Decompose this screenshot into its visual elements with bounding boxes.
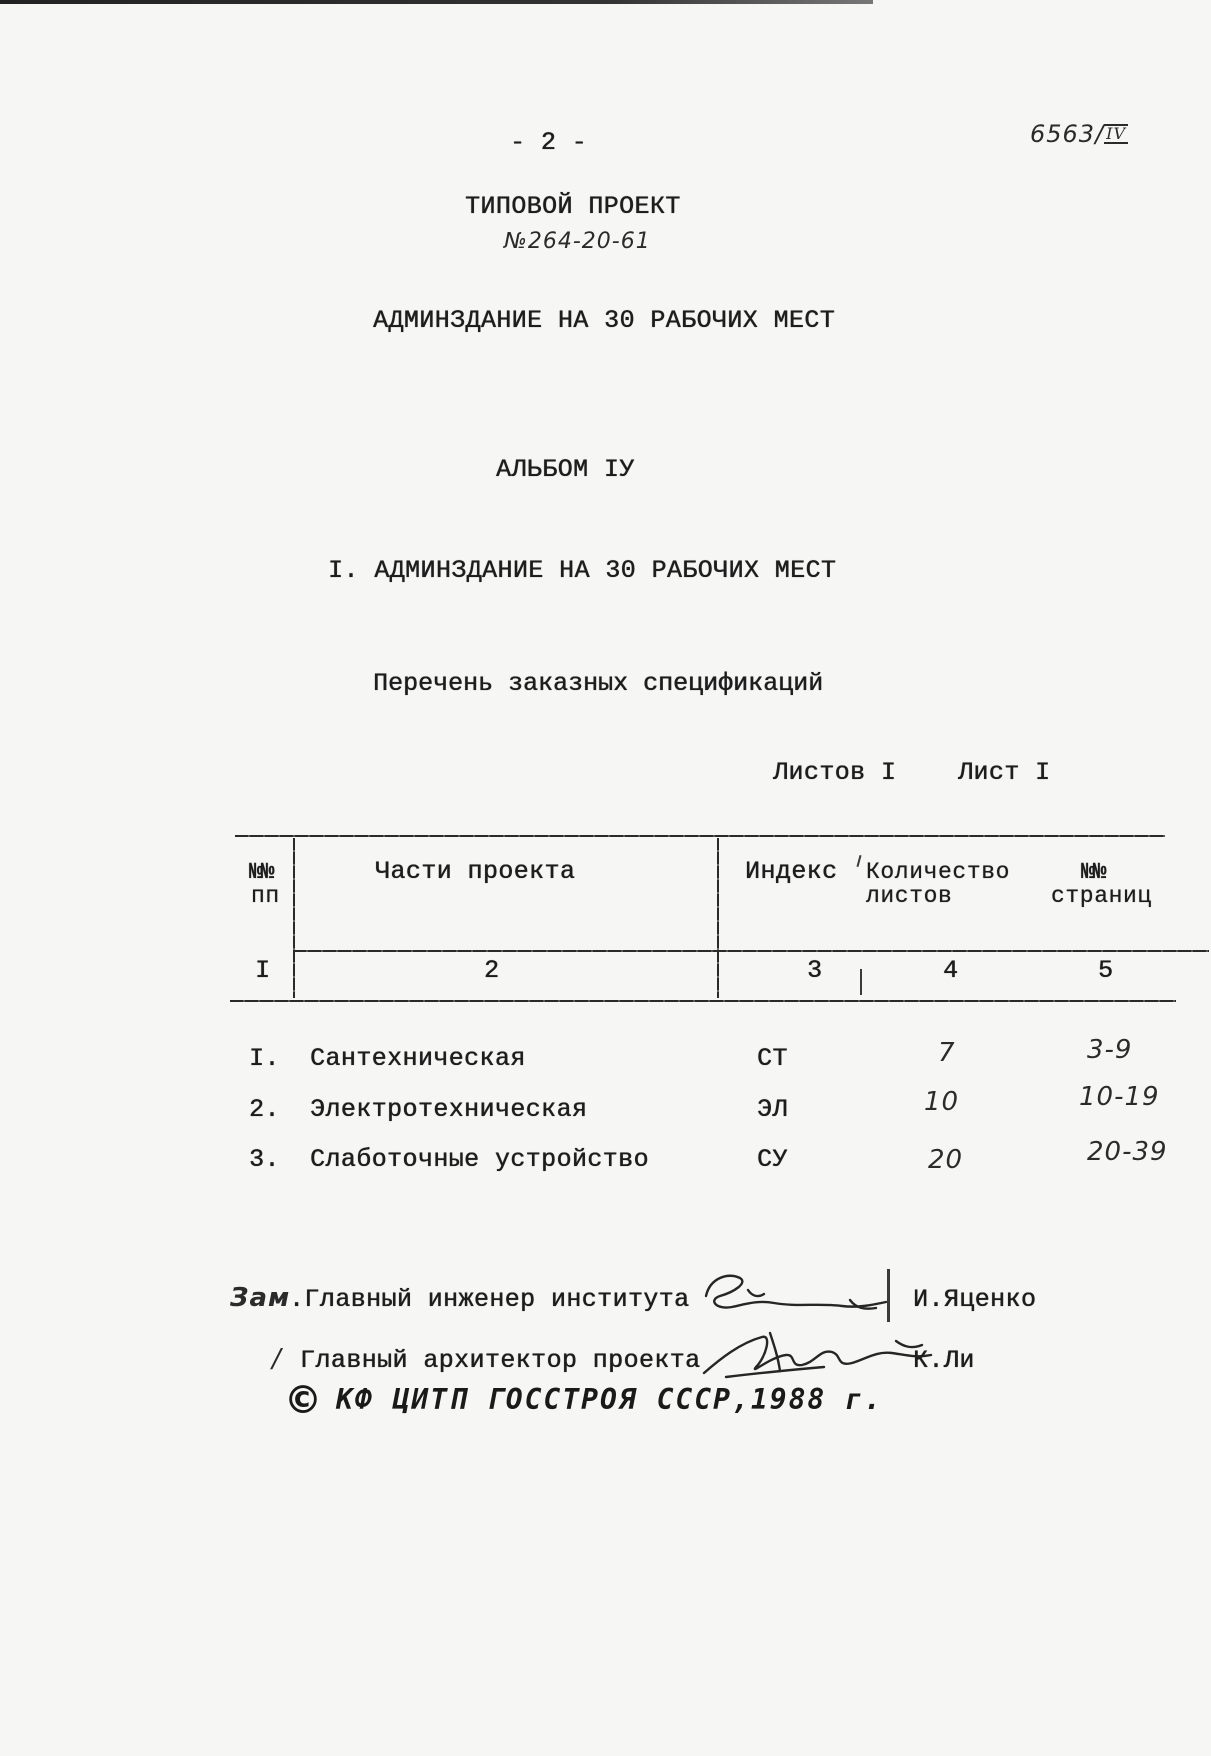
archive-code-number: 6563/ [1030, 120, 1105, 148]
signature-name: И.Яценко [913, 1285, 1037, 1314]
signature-name: К.Ли [913, 1346, 975, 1375]
section-title: I. АДМИНЗДАНИЕ НА 30 РАБОЧИХ МЕСТ [328, 556, 837, 585]
column-number: 4 [943, 956, 959, 985]
header-sheets-line2: листов [866, 883, 953, 909]
column-number-divider [860, 969, 862, 995]
header-num-line2: пп [251, 883, 280, 909]
row-number: 2. [249, 1095, 280, 1124]
header-index: Индекс [745, 857, 838, 886]
header-tick-mark [856, 855, 861, 867]
archive-code [1030, 120, 1128, 148]
column-number: 5 [1098, 956, 1114, 985]
row-pages: 20-39 [1087, 1137, 1168, 1167]
row-sheets: 10 [924, 1087, 960, 1117]
signature-prefix: Зам [230, 1283, 291, 1313]
scan-edge-line [0, 0, 873, 4]
table-column-divider [717, 838, 719, 998]
row-index: ЭЛ [757, 1095, 788, 1124]
project-number: №264-20-61 [504, 229, 651, 254]
project-type: ТИПОВОЙ ПРОЕКТ [465, 192, 681, 221]
row-index: СТ [757, 1044, 788, 1073]
row-part: Электротехническая [310, 1095, 588, 1124]
header-pages-line1: №№ [1081, 859, 1105, 885]
header-sheets-line1: Количество [866, 859, 1011, 885]
header-pages-line2: страниц [1051, 883, 1152, 909]
signature-stroke [887, 1269, 890, 1322]
column-numbers-bottom-rule [230, 1000, 1176, 1002]
signature-title: Главный архитектор проекта [300, 1346, 701, 1375]
album-title: АЛЬБОМ IУ [496, 455, 635, 484]
column-number: 3 [807, 956, 823, 985]
row-pages: 10-19 [1079, 1082, 1160, 1112]
row-number: 3. [249, 1145, 280, 1174]
signature-prefix: / [272, 1344, 282, 1374]
list-title: Перечень заказных спецификаций [373, 669, 824, 698]
column-number: I [255, 956, 271, 985]
page-number: - 2 - [510, 128, 588, 157]
row-number: I. [249, 1044, 280, 1073]
header-num-line1: №№ [249, 859, 273, 885]
sheets-count-label: Листов I [773, 758, 897, 787]
archive-volume: IV [1106, 124, 1127, 143]
signature-title: .Главный инженер института [289, 1285, 690, 1314]
row-pages: 3-9 [1087, 1035, 1133, 1065]
row-sheets: 7 [938, 1038, 956, 1068]
row-part: Слаботочные устройство [310, 1145, 649, 1174]
project-title: АДМИНЗДАНИЕ НА 30 РАБОЧИХ МЕСТ [373, 306, 836, 335]
copyright-icon: © [284, 1378, 322, 1422]
row-sheets: 20 [928, 1145, 964, 1175]
table-column-divider [293, 838, 295, 998]
sheet-number-label: Лист I [958, 758, 1051, 787]
header-bottom-rule [293, 950, 1209, 952]
row-index: СУ [757, 1145, 788, 1174]
header-parts: Части проекта [375, 857, 576, 886]
handwritten-signature [700, 1270, 890, 1325]
column-number: 2 [484, 956, 500, 985]
row-part: Сантехническая [310, 1044, 526, 1073]
handwritten-signature [700, 1327, 935, 1385]
table-top-rule [235, 835, 1165, 837]
stamp-text: КФ ЦИТП ГОССТРОЯ СССР,1988 г. [336, 1383, 883, 1416]
